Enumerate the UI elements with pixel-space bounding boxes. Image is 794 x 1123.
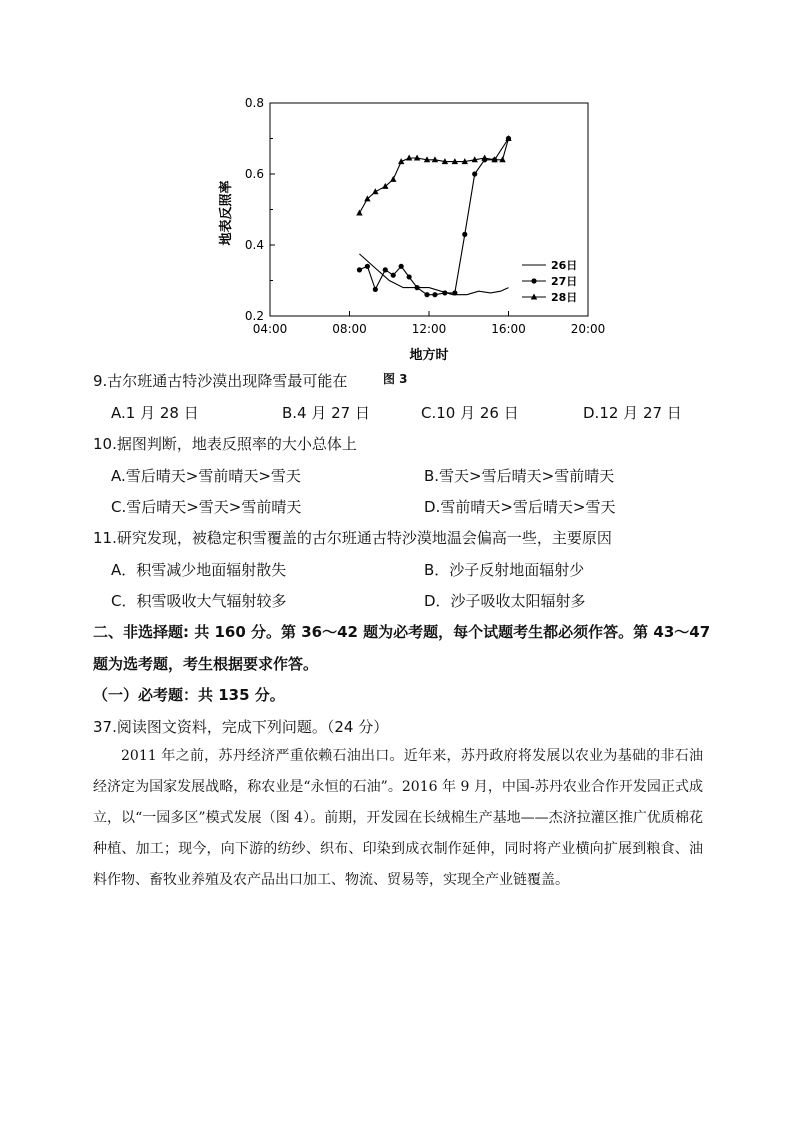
section-heading: 二、非选择题: 共 160 分。第 36～42 题为必考题，每个试题考生都必须作答。第 43～47 (93, 623, 711, 641)
y-tick-label: 0.8 (244, 96, 264, 110)
x-axis-label: 地方时 (409, 348, 449, 363)
legend-label: 27日 (551, 275, 578, 288)
data-point-2 (383, 267, 388, 272)
q11-option-a: A．积雪减少地面辐射散失 (111, 561, 287, 579)
y-tick-label: 0.2 (244, 309, 264, 323)
data-point-2 (452, 290, 457, 295)
data-point-2 (424, 292, 429, 297)
series-line-1 (359, 254, 508, 295)
q9-option-c: C.10 月 26 日 (421, 404, 519, 422)
q10-stem: 10.据图判断，地表反照率的大小总体上 (93, 435, 357, 453)
figure-caption-label: 图 3 (383, 372, 408, 386)
q11-stem: 11.研究发现，被稳定积雪覆盖的古尔班通古特沙漠地温会偏高一些，主要原因 (93, 529, 612, 547)
x-tick-label: 08:00 (332, 322, 367, 336)
albedo-line-chart (210, 88, 610, 373)
q10-option-b: B.雪天>雪后晴天>雪前晴天 (424, 467, 615, 485)
legend-label: 26日 (551, 259, 578, 272)
x-tick-label: 16:00 (491, 322, 526, 336)
data-point-2 (472, 171, 477, 176)
data-point-2 (357, 267, 362, 272)
data-point-3 (356, 210, 362, 216)
data-point-2 (432, 292, 437, 297)
q9-stem: 9.古尔班通古特沙漠出现降雪最可能在 (93, 372, 348, 390)
q11-option-d: D．沙子吸收太阳辐射多 (424, 592, 586, 610)
q9-option-d: D.12 月 27 日 (583, 404, 682, 422)
data-point-2 (414, 285, 419, 290)
q10-option-c: C.雪后晴天>雪天>雪前晴天 (111, 498, 302, 516)
q37-passage (93, 741, 703, 896)
legend-marker (531, 278, 536, 283)
data-point-3 (372, 188, 378, 194)
data-point-3 (481, 155, 487, 161)
y-tick-label: 0.6 (244, 167, 264, 181)
data-point-2 (442, 290, 447, 295)
q37-stem: 37.阅读图文资料，完成下列问题。（24 分） (93, 718, 389, 736)
data-point-2 (391, 273, 396, 278)
q11-option-c: C．积雪吸收大气辐射较多 (111, 592, 287, 610)
data-point-2 (407, 274, 412, 279)
series-line-3 (359, 139, 508, 214)
y-axis-label: 地表反照率 (219, 180, 234, 246)
data-point-2 (399, 264, 404, 269)
y-tick-label: 0.4 (244, 238, 264, 252)
q11-option-b: B．沙子反射地面辐射少 (424, 561, 585, 579)
data-point-3 (390, 176, 396, 182)
q10-option-a: A.雪后晴天>雪前晴天>雪天 (111, 467, 301, 485)
q9-option-a: A.1 月 28 日 (111, 404, 199, 422)
x-tick-label: 12:00 (411, 322, 447, 336)
section-heading-cont: 题为选考题，考生根据要求作答。 (93, 655, 319, 673)
subsection-heading: （一）必考题：共 135 分。 (93, 686, 285, 704)
data-point-2 (462, 232, 467, 237)
q10-option-d: D.雪前晴天>雪后晴天>雪天 (424, 498, 616, 516)
legend-label: 28日 (551, 291, 578, 304)
x-tick-label: 20:00 (570, 322, 606, 336)
plot-frame (270, 103, 588, 316)
data-point-2 (365, 264, 370, 269)
data-point-2 (373, 287, 378, 292)
x-tick-label: 04:00 (252, 322, 288, 336)
q9-option-b: B.4 月 27 日 (282, 404, 370, 422)
q37-paragraph: 2011 年之前，苏丹经济严重依赖石油出口。近年来，苏丹政府将发展以农业为基础的非石油经济定为国家发展战略，称农业是“永恒的石油”。2016 年 9 月，中国-苏丹农业合作开发园正式成立，以“一园多区”模式发展（图 4）。前期，开发园在长绒棉生产基地——杰济拉灌区推广优质棉花种植、加工；现今，向下游的纺纱、织布、印染到成衣制作延伸，同时将产业横向扩展到粮食、油料作物、畜牧业养殖及农产品出口加工、物流、贸易等，实现全产业链覆盖。 (93, 748, 703, 888)
